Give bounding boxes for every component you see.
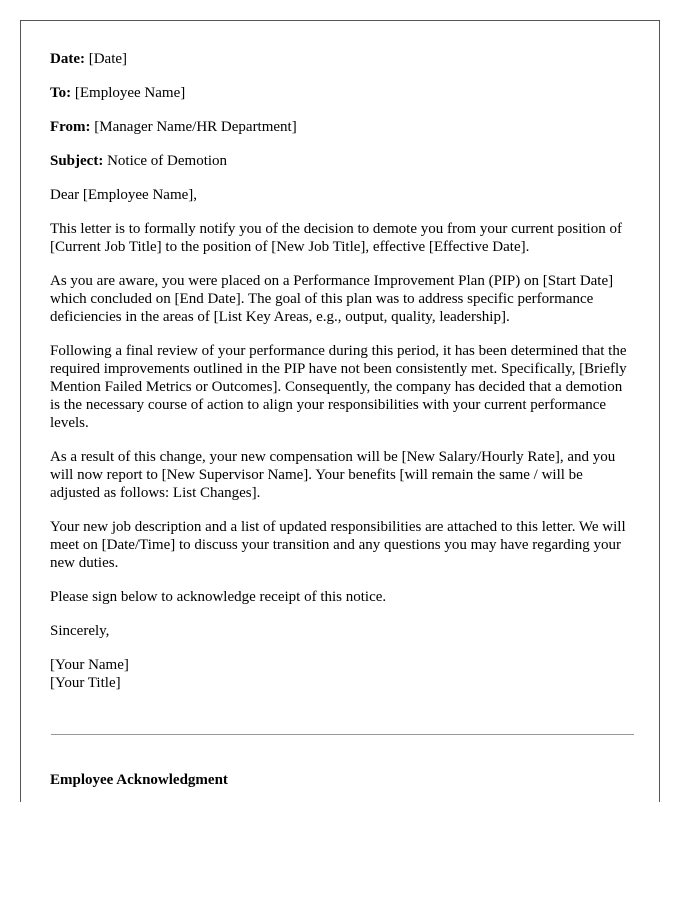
- to-label: To:: [50, 85, 72, 101]
- date-value: [Date]: [88, 51, 128, 67]
- section-divider: [51, 734, 634, 735]
- signature-block: [50, 656, 634, 692]
- signer-title: [Your Title]: [50, 675, 121, 691]
- from-value: [Manager Name/HR Department]: [94, 119, 297, 135]
- to-line: [50, 84, 634, 102]
- subject-label: Subject:: [50, 153, 104, 169]
- subject-line: [50, 152, 634, 170]
- salutation: Dear [Employee Name],: [50, 187, 198, 203]
- body-paragraph: Following a final review of your performance during this period, it has been determined that the required improvements outlined in the PIP have not been consistently met. Specifically, [Briefly Mention Failed Metrics or Outcomes]. Consequently, the company has decided that a demotion is the necessary course of action to align your responsibilities with your current performance levels.: [50, 343, 627, 431]
- signer-name: [Your Name]: [50, 657, 129, 673]
- body-paragraph: As you are aware, you were placed on a Performance Improvement Plan (PIP) on [Start Date] which concluded on [End Date]. The goal of this plan was to address specific performance deficiencies in the areas of [List Key Areas, e.g., output, quality, leadership].: [50, 273, 614, 325]
- acknowledgment-heading: Employee Acknowledgment: [50, 772, 228, 788]
- date-line: [50, 50, 634, 68]
- letter-page: [20, 20, 660, 802]
- closing: Sincerely,: [50, 623, 110, 639]
- letter-body: [50, 50, 634, 789]
- to-value: [Employee Name]: [74, 85, 186, 101]
- from-line: [50, 118, 634, 136]
- subject-value: Notice of Demotion: [107, 153, 228, 169]
- from-label: From:: [50, 119, 91, 135]
- date-label: Date:: [50, 51, 85, 67]
- body-paragraph: Please sign below to acknowledge receipt of this notice.: [50, 589, 387, 605]
- body-paragraph: This letter is to formally notify you of the decision to demote you from your current position of [Current Job Title] to the position of [New Job Title], effective [Effective Date].: [50, 221, 622, 255]
- body-paragraph: Your new job description and a list of updated responsibilities are attached to this letter. We will meet on [Date/Time] to discuss your transition and any questions you may have regarding your new duties.: [50, 519, 626, 571]
- body-paragraph: As a result of this change, your new compensation will be [New Salary/Hourly Rate], and you will now report to [New Supervisor Name]. Your benefits [will remain the same / will be adjusted as follows: List Changes].: [50, 449, 616, 501]
